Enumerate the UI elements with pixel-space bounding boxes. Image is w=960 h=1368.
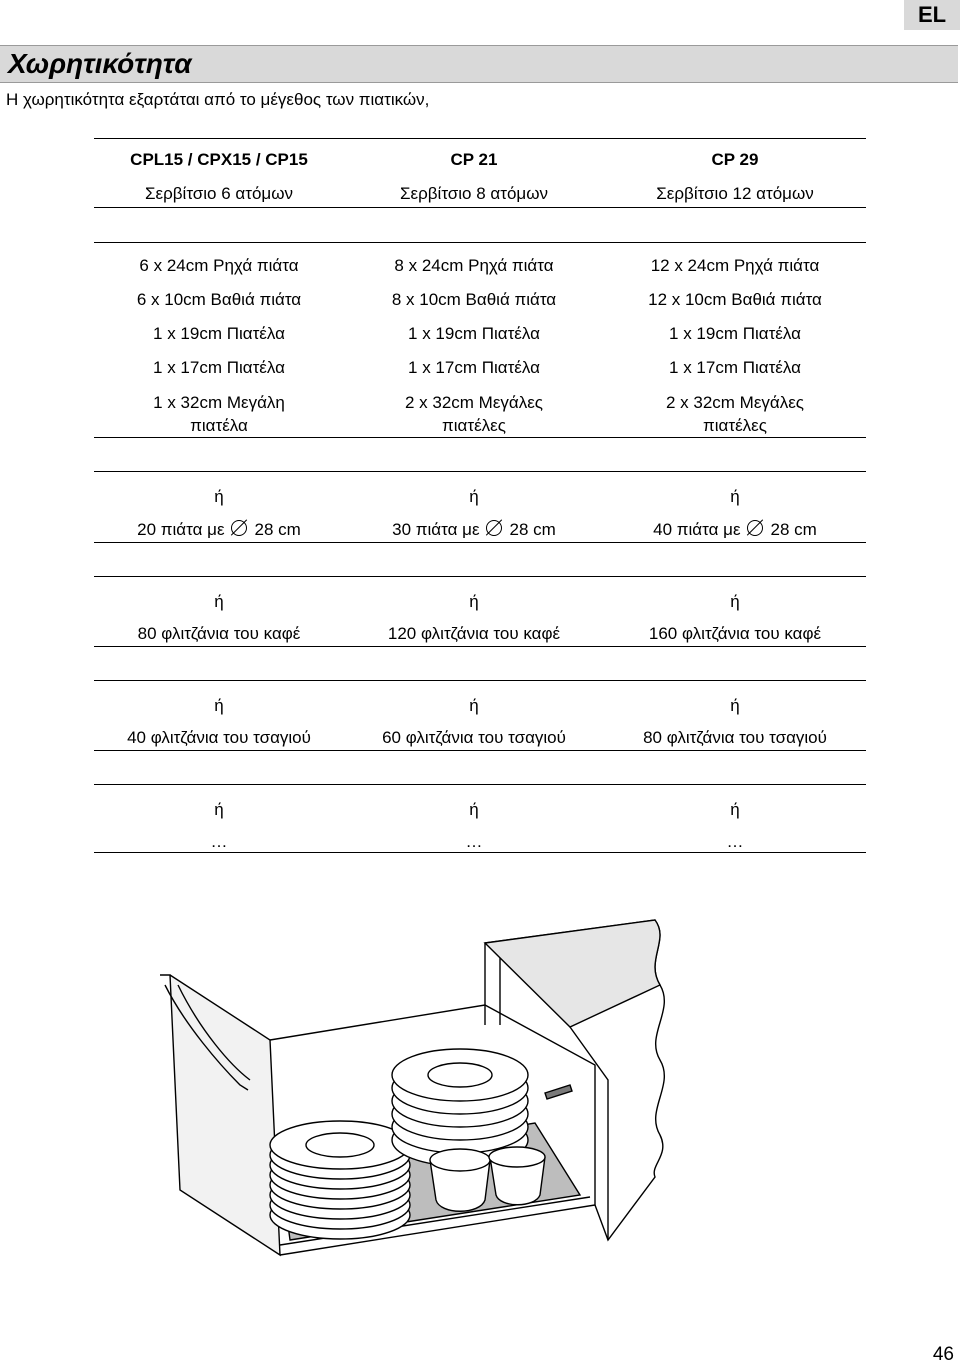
or-label: ή xyxy=(214,487,224,506)
plates-count: 30 πιάτα με xyxy=(392,520,480,539)
page-title: Χωρητικότητα xyxy=(8,48,192,79)
intro-text: Η χωρητικότητα εξαρτάται από το μέγεθος των πιατικών, xyxy=(6,90,430,109)
item-line: 1 x 17cm Πιατέλα xyxy=(153,358,285,377)
model-name: CP 21 xyxy=(450,150,498,169)
item-line: 12 x 24cm Ρηχά πιάτα xyxy=(650,256,820,275)
section-title-bar xyxy=(0,45,958,83)
table-rule xyxy=(94,680,866,681)
item-line: 1 x 32cm Μεγάλη xyxy=(153,393,285,412)
model-name: CP 29 xyxy=(711,150,759,169)
or-label: ή xyxy=(469,800,479,819)
item-line: 1 x 19cm Πιατέλα xyxy=(669,324,801,343)
item-line: 1 x 17cm Πιατέλα xyxy=(669,358,801,377)
item-line: 1 x 19cm Πιατέλα xyxy=(153,324,285,343)
or-label: ή xyxy=(730,696,740,715)
table-rule xyxy=(94,646,866,647)
item-line: 2 x 32cm Μεγάλες xyxy=(404,393,544,412)
coffee-capacity: 160 φλιτζάνια του καφέ xyxy=(648,624,822,643)
plates-size: 28 cm xyxy=(770,520,817,539)
tea-capacity: 60 φλιτζάνια του τσαγιού xyxy=(382,728,566,747)
or-label: ή xyxy=(469,696,479,715)
item-line: πιατέλες xyxy=(442,416,506,435)
table-rule xyxy=(94,207,866,208)
plates-size: 28 cm xyxy=(509,520,556,539)
or-label: ή xyxy=(730,487,740,506)
model-name: CPL15 / CPX15 / CP15 xyxy=(130,150,308,169)
page-number: 46 xyxy=(932,1344,954,1365)
or-label: ή xyxy=(469,592,479,611)
table-rule xyxy=(94,437,866,438)
table-rule xyxy=(94,471,866,472)
table-rule xyxy=(94,784,866,785)
table-rule xyxy=(94,750,866,751)
or-label: ή xyxy=(214,800,224,819)
table-rule xyxy=(94,542,866,543)
item-line: 6 x 10cm Βαθιά πιάτα xyxy=(136,290,302,309)
language-tag: EL xyxy=(904,0,960,30)
item-line: πιατέλα xyxy=(190,416,248,435)
plates-capacity xyxy=(606,518,864,542)
table-rule xyxy=(94,852,866,853)
plates-count: 40 πιάτα με xyxy=(653,520,741,539)
warming-drawer-illustration xyxy=(140,915,860,1275)
or-label: ή xyxy=(730,800,740,819)
or-label: ή xyxy=(469,487,479,506)
item-line: 12 x 10cm Βαθιά πιάτα xyxy=(648,290,822,309)
diameter-icon xyxy=(747,520,763,536)
ellipsis: … xyxy=(726,832,744,851)
item-line: 2 x 32cm Μεγάλες xyxy=(665,393,805,412)
table-rule xyxy=(94,242,866,243)
item-line: 1 x 19cm Πιατέλα xyxy=(408,324,540,343)
service-size: Σερβίτσιο 8 ατόμων xyxy=(400,184,548,203)
service-size: Σερβίτσιο 12 ατόμων xyxy=(656,184,814,203)
or-label: ή xyxy=(214,592,224,611)
plates-size: 28 cm xyxy=(254,520,301,539)
tea-capacity: 80 φλιτζάνια του τσαγιού xyxy=(643,728,827,747)
plates-capacity xyxy=(345,518,603,542)
table-rule xyxy=(94,576,866,577)
diameter-icon xyxy=(486,520,502,536)
or-label: ή xyxy=(214,696,224,715)
or-label: ή xyxy=(730,592,740,611)
coffee-capacity: 120 φλιτζάνια του καφέ xyxy=(387,624,561,643)
item-line: 6 x 24cm Ρηχά πιάτα xyxy=(139,256,299,275)
diameter-icon xyxy=(231,520,247,536)
item-line: 8 x 24cm Ρηχά πιάτα xyxy=(394,256,554,275)
tea-capacity: 40 φλιτζάνια του τσαγιού xyxy=(127,728,311,747)
item-line: πιατέλες xyxy=(703,416,767,435)
item-line: 1 x 17cm Πιατέλα xyxy=(408,358,540,377)
item-line: 8 x 10cm Βαθιά πιάτα xyxy=(391,290,557,309)
service-size: Σερβίτσιο 6 ατόμων xyxy=(145,184,293,203)
ellipsis: … xyxy=(210,832,228,851)
plates-count: 20 πιάτα με xyxy=(137,520,225,539)
ellipsis: … xyxy=(465,832,483,851)
table-rule xyxy=(94,138,866,139)
plates-capacity xyxy=(90,518,348,542)
coffee-capacity: 80 φλιτζάνια του καφέ xyxy=(137,624,301,643)
